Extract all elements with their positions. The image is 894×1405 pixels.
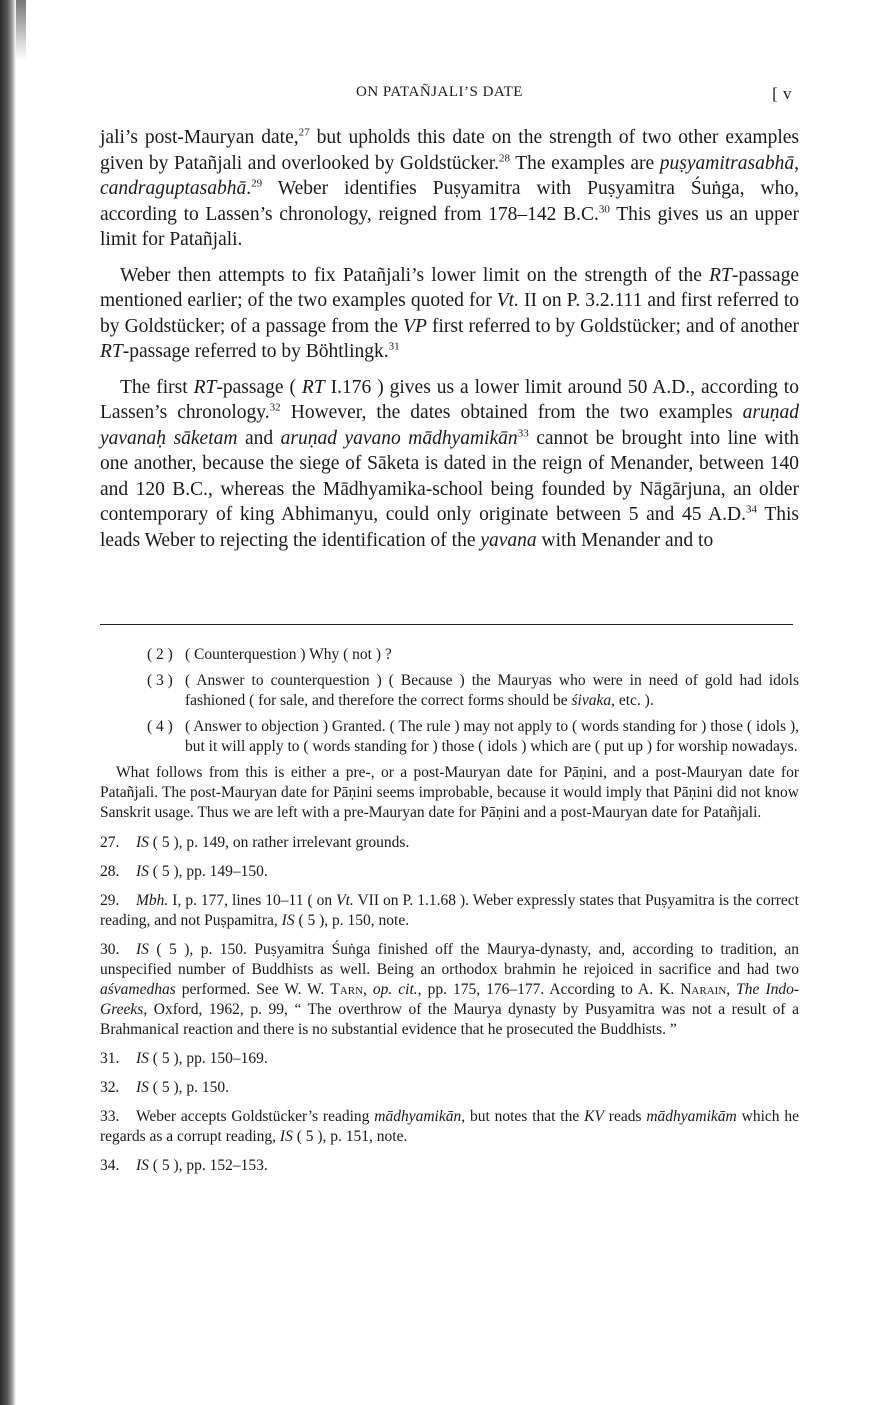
text-run: Weber then attempts to fix Patañjali’s lower limit on the strength of the bbox=[120, 264, 710, 286]
qa-item-2 bbox=[147, 645, 799, 665]
text-run: . bbox=[246, 178, 252, 199]
abbrev-is: IS bbox=[136, 1050, 149, 1067]
text-run: ( 5 ), p. 150, note. bbox=[294, 912, 410, 929]
qa-number: ( 3 ) bbox=[147, 672, 173, 689]
footnote-number: 27. bbox=[100, 834, 120, 851]
qa-text: ( Answer to objection ) Granted. ( The rule ) may not apply to ( words standing for ) those ( idols ), but it will apply to ( words standing for ) those ( idols ) which are ( put up ) for worship nowadays. bbox=[185, 718, 799, 755]
text-run: ( Answer to counterquestion ) ( Because ) the Mauryas who were in need of gold had idols fashioned ( for sale, and therefore the correct forms should be bbox=[185, 672, 799, 709]
footnote-text bbox=[136, 1156, 799, 1176]
footnotes-area bbox=[100, 645, 799, 1185]
text-run: Weber identifies Puṣyamitra with Puṣyamitra Śuṅga, who, according to Lassen’s chronology, reigned from 178–142 B.C. bbox=[100, 178, 799, 225]
running-title: ON PATAÑJALI’S DATE bbox=[356, 84, 523, 100]
footnote-number: 34. bbox=[100, 1157, 120, 1174]
text-run: The examples are bbox=[510, 152, 660, 174]
footnote-ref[interactable]: 33 bbox=[517, 427, 529, 439]
text-run: , etc. ). bbox=[611, 692, 654, 709]
text-run: cannot be brought into line with one another, because the siege of Sāketa is dated in the reign of Menander, between 140 and 120 B.C., whereas the Mādhyamika-school being founded by Nāgārjuna, an older contemporary of king Abhimanyu, could only originate between 5 and 45 A.D. bbox=[100, 427, 799, 525]
abbrev-vt: Vt. bbox=[336, 892, 354, 909]
sanskrit-example: aruṇad yavanaḥ sāketam bbox=[100, 402, 799, 449]
text-run: ( 5 ), p. 150. bbox=[148, 1079, 229, 1096]
text-run: , bbox=[363, 981, 373, 998]
footnote-34 bbox=[100, 1156, 799, 1176]
sanskrit-term: śivaka bbox=[571, 692, 612, 709]
text-run: However, the dates obtained from the two examples bbox=[280, 402, 743, 423]
citation-abbrev: op. cit. bbox=[372, 981, 418, 998]
text-run: VII on P. 1.1.68 ). Weber expressly states that Puṣyamitra is the correct reading, and not Puṣpamitra, bbox=[100, 892, 799, 929]
footnote-number: 30. bbox=[100, 941, 120, 958]
footnote-ref[interactable]: 34 bbox=[746, 503, 757, 516]
footnote-number: 32. bbox=[100, 1079, 120, 1096]
text-run: I, p. 177, lines 10–11 ( on bbox=[168, 892, 337, 909]
qa-text bbox=[185, 671, 799, 711]
text-run: , but notes that the bbox=[461, 1108, 585, 1125]
author-name: Narain bbox=[680, 981, 727, 998]
abbrev-vp: VP bbox=[403, 315, 427, 337]
text-run: ( 5 ), p. 149, on rather irrelevant grounds. bbox=[148, 834, 410, 851]
text-run: This leads Weber to rejecting the identification of the bbox=[100, 504, 799, 551]
page-number: [ v bbox=[772, 84, 792, 103]
abbrev-rt: RT bbox=[301, 376, 325, 398]
abbrev-mbh: Mbh. bbox=[136, 892, 169, 909]
paragraph-2 bbox=[100, 263, 799, 365]
footnote-33 bbox=[100, 1107, 799, 1147]
abbrev-rt: RT bbox=[193, 376, 217, 398]
abbrev-is: IS bbox=[136, 1157, 149, 1174]
footnote-text bbox=[136, 1078, 799, 1098]
text-run: performed. See W. W. bbox=[175, 981, 331, 998]
footnote-ref[interactable]: 32 bbox=[269, 401, 281, 414]
text-run: ( 5 ), p. 151, note. bbox=[292, 1128, 408, 1145]
text-run: The first bbox=[120, 376, 194, 398]
sanskrit-term: mādhyamikām bbox=[646, 1108, 737, 1125]
footnote-27 bbox=[100, 833, 799, 853]
text-run: reads bbox=[603, 1108, 647, 1125]
sanskrit-term: aśvamedhas bbox=[100, 981, 176, 998]
footnote-28 bbox=[100, 862, 799, 882]
paragraph-1 bbox=[100, 125, 799, 253]
footnote-number: 31. bbox=[100, 1050, 120, 1067]
footnote-number: 33. bbox=[100, 1108, 120, 1125]
qa-item-4 bbox=[147, 717, 799, 757]
text-run: and bbox=[237, 427, 281, 449]
abbrev-rt: RT bbox=[100, 341, 123, 362]
qa-item-3 bbox=[147, 671, 799, 711]
footnote-29 bbox=[100, 891, 799, 931]
sanskrit-example: aruṇad yavano mādhyamikān bbox=[280, 427, 518, 449]
text-run: II on P. 3.2.111 and first referred to by Goldstücker; of a passage from the bbox=[100, 290, 799, 337]
footnote-31 bbox=[100, 1049, 799, 1069]
text-run: , pp. 175, 176–177. According to A. K. bbox=[417, 981, 681, 998]
abbrev-rt: RT bbox=[709, 264, 732, 286]
abbrev-is: IS bbox=[136, 1079, 149, 1096]
text-run: ( 5 ), pp. 150–169. bbox=[148, 1050, 268, 1067]
scan-binding-edge bbox=[0, 0, 16, 1405]
footnote-number: 29. bbox=[100, 892, 120, 909]
text-run: first referred to by Goldstücker; and of another bbox=[426, 315, 799, 337]
text-run: , bbox=[726, 981, 737, 998]
footnote-ref[interactable]: 31 bbox=[388, 340, 400, 353]
sanskrit-example: puṣyamitrasabhā, candraguptasabhā bbox=[100, 152, 799, 199]
footnote-32 bbox=[100, 1078, 799, 1098]
abbrev-is: IS bbox=[136, 863, 149, 880]
scan-binding-shadow bbox=[16, 0, 26, 60]
footnote-text bbox=[136, 862, 799, 882]
footnote-text bbox=[136, 1049, 799, 1069]
abbrev-vt: Vt. bbox=[496, 290, 519, 311]
text-run: but upholds this date on the strength of two other examples given by Patañjali and overlooked by Goldstücker. bbox=[100, 127, 799, 174]
footnote-text bbox=[136, 833, 799, 853]
text-run: This gives us an upper limit for Patañjali. bbox=[100, 203, 799, 250]
abbrev-is: IS bbox=[136, 941, 149, 958]
footnote-ref[interactable]: 28 bbox=[499, 152, 511, 164]
author-name: Tarn bbox=[330, 981, 363, 998]
qa-number: ( 2 ) bbox=[147, 646, 173, 663]
qa-text: ( Counterquestion ) Why ( not ) ? bbox=[185, 646, 392, 663]
abbrev-is: IS bbox=[281, 912, 295, 929]
text-run: ( 5 ), pp. 149–150. bbox=[148, 863, 268, 880]
sanskrit-term: yavana bbox=[480, 529, 537, 551]
text-run: -passage referred to by Böhtlingk. bbox=[122, 341, 389, 362]
text-run: -passage ( bbox=[216, 376, 302, 398]
footnote-30 bbox=[100, 940, 799, 1040]
text-run: I.176 ) gives us a lower limit around 50 A.D., according to Lassen’s chronology. bbox=[100, 376, 799, 423]
footnote-separator bbox=[100, 624, 793, 625]
note-paragraph: What follows from this is either a pre-, or a post-Mauryan date for Pāṇini, and a post-Mauryan date for Patañjali. The post-Mauryan date for Pāṇini seems improbable, because it would imply that Pāṇini did not know Sanskrit usage. Thus we are left with a pre-Mauryan date for Pāṇini and a post-Mauryan date for Patañjali. bbox=[100, 764, 799, 821]
book-title: The Indo-Greeks bbox=[100, 981, 800, 1018]
text-run: ( 5 ), p. 150. Puṣyamitra Śuṅga finished off the Maurya-dynasty, and, according to tradition, an unspecified number of Buddhists as well. Being an orthodox brahmin he rejoiced in sacrifice and had two bbox=[100, 941, 799, 978]
text-run: Weber accepts Goldstücker’s reading bbox=[136, 1108, 375, 1125]
text-run: ( 5 ), pp. 152–153. bbox=[148, 1157, 268, 1174]
text-run: -passage mentioned earlier; of the two examples quoted for bbox=[100, 264, 799, 311]
footnote-number: 28. bbox=[100, 863, 120, 880]
text-run: jali’s post-Mauryan date, bbox=[100, 127, 299, 148]
abbrev-is: IS bbox=[136, 834, 149, 851]
text-run: which he regards as a corrupt reading, bbox=[100, 1108, 799, 1145]
sanskrit-term: mādhyamikān bbox=[374, 1108, 462, 1125]
text-run: , Oxford, 1962, p. 99, “ The overthrow of the Maurya dynasty by Pusyamitra was not a result of a Brahmanical reaction and there is no substantial evidence that he prosecuted the Buddhists. ” bbox=[100, 1001, 799, 1038]
footnote-ref[interactable]: 30 bbox=[598, 203, 610, 215]
running-header bbox=[100, 84, 800, 106]
qa-number: ( 4 ) bbox=[147, 718, 173, 735]
abbrev-is: IS bbox=[279, 1128, 293, 1145]
abbrev-kv: KV bbox=[584, 1108, 604, 1125]
footnote-ref[interactable]: 27 bbox=[298, 126, 310, 139]
main-text bbox=[100, 125, 799, 563]
footnote-ref[interactable]: 29 bbox=[251, 177, 263, 190]
text-run: with Menander and to bbox=[536, 529, 714, 551]
paragraph-3 bbox=[100, 375, 799, 554]
